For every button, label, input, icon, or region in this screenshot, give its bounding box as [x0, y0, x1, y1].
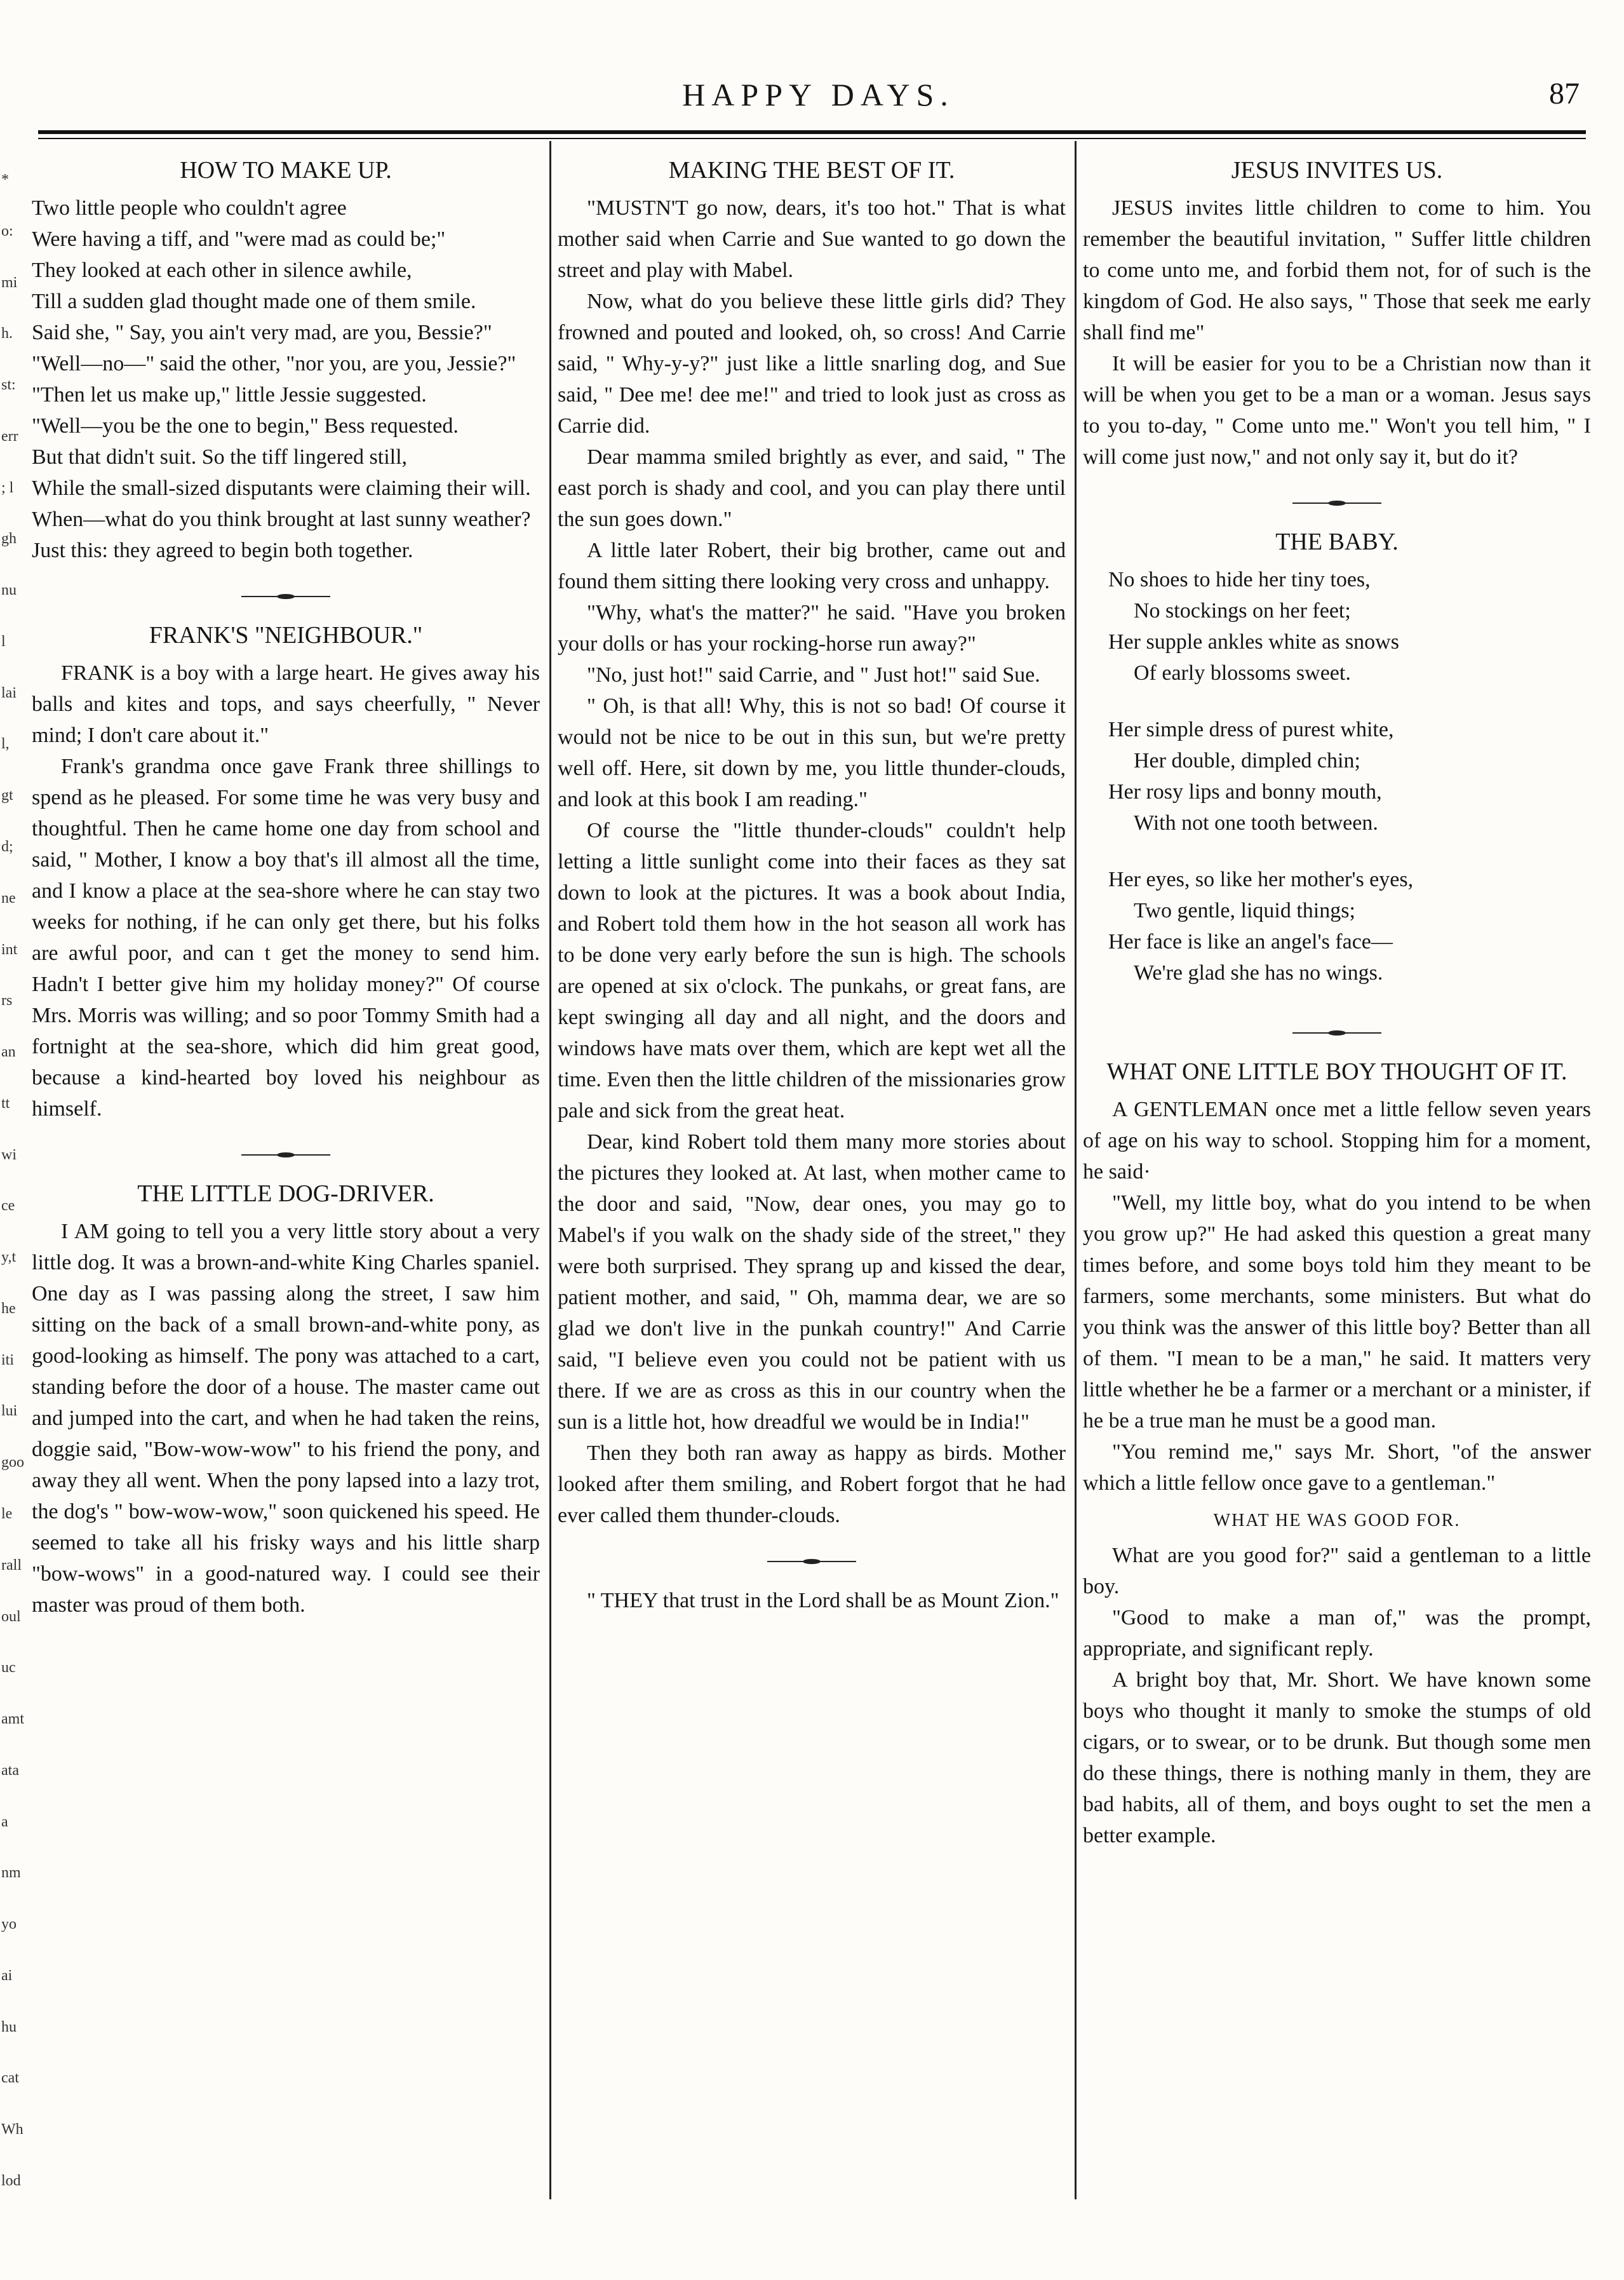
article-title: FRANK'S "NEIGHBOUR." [149, 622, 423, 649]
section-separator [1083, 484, 1591, 515]
margin-fragment: ; l [1, 479, 14, 496]
margin-fragment: * [1, 172, 9, 188]
verse-line: No stockings on her feet; [1134, 599, 1351, 623]
margin-fragment: rs [1, 992, 13, 1009]
verse-line: Her simple dress of purest white, [1108, 718, 1394, 741]
paragraph: "You remind me," says Mr. Short, "of the answer which a little fellow once gave to a gentleman." [1083, 1440, 1591, 1495]
paragraph: "Good to make a man of," was the prompt, appropriate, and significant reply. [1083, 1606, 1591, 1661]
verse-line: They looked at each other in silence awhile, [32, 259, 412, 282]
subheading: WHAT HE WAS GOOD FOR. [1213, 1511, 1461, 1530]
paragraph: Dear mamma smiled brightly as ever, and said, " The east porch is shady and cool, and you can play there until the sun goes down." [558, 445, 1066, 531]
verse-line: Two gentle, liquid things; [1134, 899, 1355, 922]
margin-fragment: hu [1, 2018, 17, 2035]
column-2 [558, 152, 1066, 1616]
margin-fragment: gt [1, 787, 13, 804]
verse-line: While the small-sized disputants were claiming their will. [32, 476, 531, 500]
margin-fragment: nm [1, 1865, 21, 1882]
paragraph: Now, what do you believe these little girls did? They frowned and pouted and looked, oh, so cross! And Carrie said, " Why-y-y?" just like a little snarling dog, and Sue said, " Dee me! dee me!" and tried to look just as cross as Carrie did. [558, 290, 1066, 438]
margin-fragment: ai [1, 1967, 13, 1984]
margin-fragment: Wh [1, 2121, 23, 2138]
section-separator [558, 1542, 1066, 1574]
poem-how-to-make-up [32, 192, 540, 566]
verse-line: Her supple ankles white as snows [1108, 630, 1399, 654]
poem-the-baby [1083, 564, 1591, 988]
section-separator [32, 1136, 540, 1167]
margin-fragment: tt [1, 1095, 10, 1112]
margin-fragment: wi [1, 1146, 17, 1163]
verse-line: When—what do you think brought at last sunny weather? [32, 508, 531, 531]
margin-fragment: y,t [1, 1249, 17, 1266]
article-title: MAKING THE BEST OF IT. [668, 157, 955, 184]
margin-fragment: cat [1, 2070, 19, 2087]
margin-fragment: le [1, 1506, 13, 1522]
paragraph: I AM going to tell you a very little story about a very little dog. It was a brown-and-white King Charles spaniel. One day as I was passing along the street, I saw him sitting on the back of a small brown-and-white pony, as good-looking as himself. The pony was attached to a cart, standing before the door of a house. The master came out and jumped into the cart, and when he had taken the reins, doggie said, "Bow-wow-wow" to his friend the pony, and away they all went. When the pony lapsed into a lazy trot, the dog's " bow-wow-wow," soon quickened his speed. He seemed to take all his frisky ways and his little sharp "bow-wows" in a good-natured way. I could see their master was proud of them both. [32, 1220, 540, 1617]
article-title: WHAT ONE LITTLE BOY THOUGHT OF IT. [1106, 1058, 1567, 1085]
margin-fragment: ce [1, 1197, 15, 1215]
margin-fragment: yo [1, 1916, 17, 1933]
paragraph: Dear, kind Robert told them many more stories about the pictures they looked at. At last, when mother came to the door and said, "Now, dear ones, you may go to Mabel's if you walk on the shady side of the street," they were both surprised. They sprang up and kissed the dear, patient mother, and said, " Oh, mamma dear, we are so glad we don't live in the punkah country!" And Carrie said, "I believe even you could not be patient with us there. If we are as cross as this in our country when the sun is a little hot, how dreadful we would be in India!" [558, 1130, 1066, 1434]
margin-fragment: gh [1, 530, 17, 548]
column-divider-2 [1075, 141, 1077, 2199]
margin-fragment: he [1, 1300, 16, 1317]
paragraph: JESUS invites little children to come to him. You remember the beautiful invitation, " Suffer little children to come unto me, and forbid them not, for of such is the kingdom of God. He also says, " Those that seek me early shall find me" [1083, 196, 1591, 344]
verse-line: We're glad she has no wings. [1134, 961, 1383, 985]
paragraph: Of course the "little thunder-clouds" couldn't help letting a little sunlight come into their faces as they sat down to look at the pictures. It was a book about India, and Robert told them how in the hot season all work has to be done very early before the sun is high. The schools are opened at six o'clock. The punkahs, or great fans, are kept swinging all day and all night, and the doors and windows have mats over them, which are kept wet all the time. Even then the little children of the missionaries grow pale and sick from the great heat. [558, 819, 1066, 1123]
verse-line: Two little people who couldn't agree [32, 196, 347, 220]
verse-line: Said she, " Say, you ain't very mad, are you, Bessie?" [32, 321, 492, 344]
margin-fragment: goo [1, 1454, 24, 1471]
paragraph: "Why, what's the matter?" he said. "Have you broken your dolls or has your rocking-horse run away?" [558, 601, 1066, 656]
page-number: 87 [1549, 77, 1580, 111]
verse-line: But that didn't suit. So the tiff lingered still, [32, 445, 408, 469]
paragraph: Then they both ran away as happy as birds. Mother looked after them smiling, and Robert forgot that he had ever called them thunder-clouds. [558, 1441, 1066, 1527]
margin-fragment: d; [1, 839, 13, 855]
margin-fragment: uc [1, 1659, 16, 1676]
margin-fragment: lui [1, 1403, 18, 1420]
margin-fragment: mi [1, 274, 18, 291]
paragraph: "Well, my little boy, what do you intend to be when you grow up?" He had asked this question a great many times before, and some boys told him they meant to be farmers, some merchants, some ministers. But what do you think was the answer of this little boy? Better than all of them. "I mean to be a man," he said. It matters very little whether he be a farmer or a merchant or a minister, if he be a true man he must be a good man. [1083, 1191, 1591, 1433]
paragraph: A GENTLEMAN once met a little fellow seven years of age on his way to school. Stopping him for a moment, he said· [1083, 1098, 1591, 1184]
margin-fragment: l [1, 633, 6, 650]
scripture-quote: " THEY that trust in the Lord shall be as Mount Zion." [587, 1589, 1059, 1612]
margin-fragment: an [1, 1044, 16, 1061]
poem-stanza [1108, 864, 1591, 988]
poem-stanza [1108, 714, 1591, 839]
margin-fragment: st: [1, 377, 16, 394]
margin-fragment: err [1, 428, 18, 445]
verse-line: Were having a tiff, and "were mad as could be;" [32, 227, 446, 251]
verse-line: Her rosy lips and bonny mouth, [1108, 780, 1382, 804]
verse-line: "Then let us make up," little Jessie suggested. [32, 383, 427, 407]
section-separator [32, 577, 540, 609]
margin-fragment: nu [1, 582, 17, 599]
verse-line: No shoes to hide her tiny toes, [1108, 568, 1371, 591]
verse-line: Her face is like an angel's face— [1108, 930, 1393, 954]
verse-line: Till a sudden glad thought made one of them smile. [32, 290, 476, 313]
margin-fragment: lai [1, 684, 17, 701]
verse-line: Just this: they agreed to begin both together. [32, 539, 413, 562]
paragraph: "No, just hot!" said Carrie, and " Just hot!" said Sue. [587, 663, 1040, 687]
article-title: THE LITTLE DOG-DRIVER. [137, 1180, 434, 1207]
margin-fragment: l, [1, 736, 10, 753]
verse-line: "Well—you be the one to begin," Bess requested. [32, 414, 459, 438]
margin-fragment: rall [1, 1556, 22, 1574]
verse-line: Of early blossoms sweet. [1134, 661, 1351, 685]
margin-fragment: ata [1, 1762, 19, 1779]
page-header [57, 76, 1580, 121]
paragraph: A bright boy that, Mr. Short. We have known some boys who thought it manly to smoke the stumps of old cigars, or to swear, or to be drunk. But though some men do these things, there is nothing manly in them, they are bad habits, all of them, and boys ought to set the men a better example. [1083, 1668, 1591, 1847]
margin-fragment: amt [1, 1711, 24, 1728]
article-title: JESUS INVITES US. [1231, 157, 1443, 184]
verse-line: "Well—no—" said the other, "nor you, are you, Jessie?" [32, 352, 516, 375]
masthead: HAPPY DAYS. [682, 77, 955, 112]
margin-fragment: a [1, 1813, 8, 1830]
paragraph: A little later Robert, their big brother, came out and found them sitting there looking very cross and unhappy. [558, 539, 1066, 593]
column-1 [32, 152, 540, 1621]
header-rule-thin [38, 138, 1586, 139]
margin-fragment: iti [1, 1351, 15, 1368]
poem-stanza [1108, 564, 1591, 689]
verse-line: Her double, dimpled chin; [1134, 749, 1360, 772]
verse-line: With not one tooth between. [1134, 811, 1378, 835]
paragraph: It will be easier for you to be a Christian now than it will be when you get to be a man or a woman. Jesus says to you to-day, " Come unto me." Won't you tell him, " I will come just now," and not only say it, but do it? [1083, 352, 1591, 469]
margin-fragment: oul [1, 1608, 21, 1625]
section-separator [1083, 1014, 1591, 1045]
verse-line: Her eyes, so like her mother's eyes, [1108, 868, 1414, 891]
article-title: HOW TO MAKE UP. [180, 157, 392, 184]
margin-fragment: o: [1, 222, 13, 239]
paragraph: Frank's grandma once gave Frank three shillings to spend as he pleased. For some time he was very busy and thoughtful. Then he came home one day from school and said, " Mother, I know a boy that's ill almost all the time, and I know a place at the sea-shore where he can stay two weeks for nothing, if he can only get there, but his folks are awful poor, and can t get the money to send him. Hadn't I better give him my holiday money?" Of course Mrs. Morris was willing; and so poor Tommy Smith had a fortnight at the sea-shore, which did him great good, because a kind-hearted boy loved his neighbour as himself. [32, 755, 540, 1121]
article-title: THE BABY. [1275, 529, 1399, 555]
margin-fragment: int [1, 941, 18, 958]
column-divider-1 [549, 141, 551, 2199]
paragraph: FRANK is a boy with a large heart. He gives away his balls and kites and tops, and says cheerfully, " Never mind; I don't care about it." [32, 661, 540, 747]
margin-fragment: ne [1, 889, 16, 907]
margin-fragment: lod [1, 2173, 21, 2189]
paragraph: " Oh, is that all! Why, this is not so bad! Of course it would not be nice to be out in this sun, but we're pretty well off. Here, sit down by me, you little thunder-clouds, and look at this book I am reading." [558, 694, 1066, 811]
column-3 [1083, 152, 1591, 1851]
paragraph: "MUSTN'T go now, dears, it's too hot." That is what mother said when Carrie and Sue wanted to go down the street and play with Mabel. [558, 196, 1066, 282]
paragraph: What are you good for?" said a gentleman to a little boy. [1083, 1544, 1591, 1598]
header-rule-thick [38, 130, 1586, 134]
margin-fragment: h. [1, 325, 13, 342]
